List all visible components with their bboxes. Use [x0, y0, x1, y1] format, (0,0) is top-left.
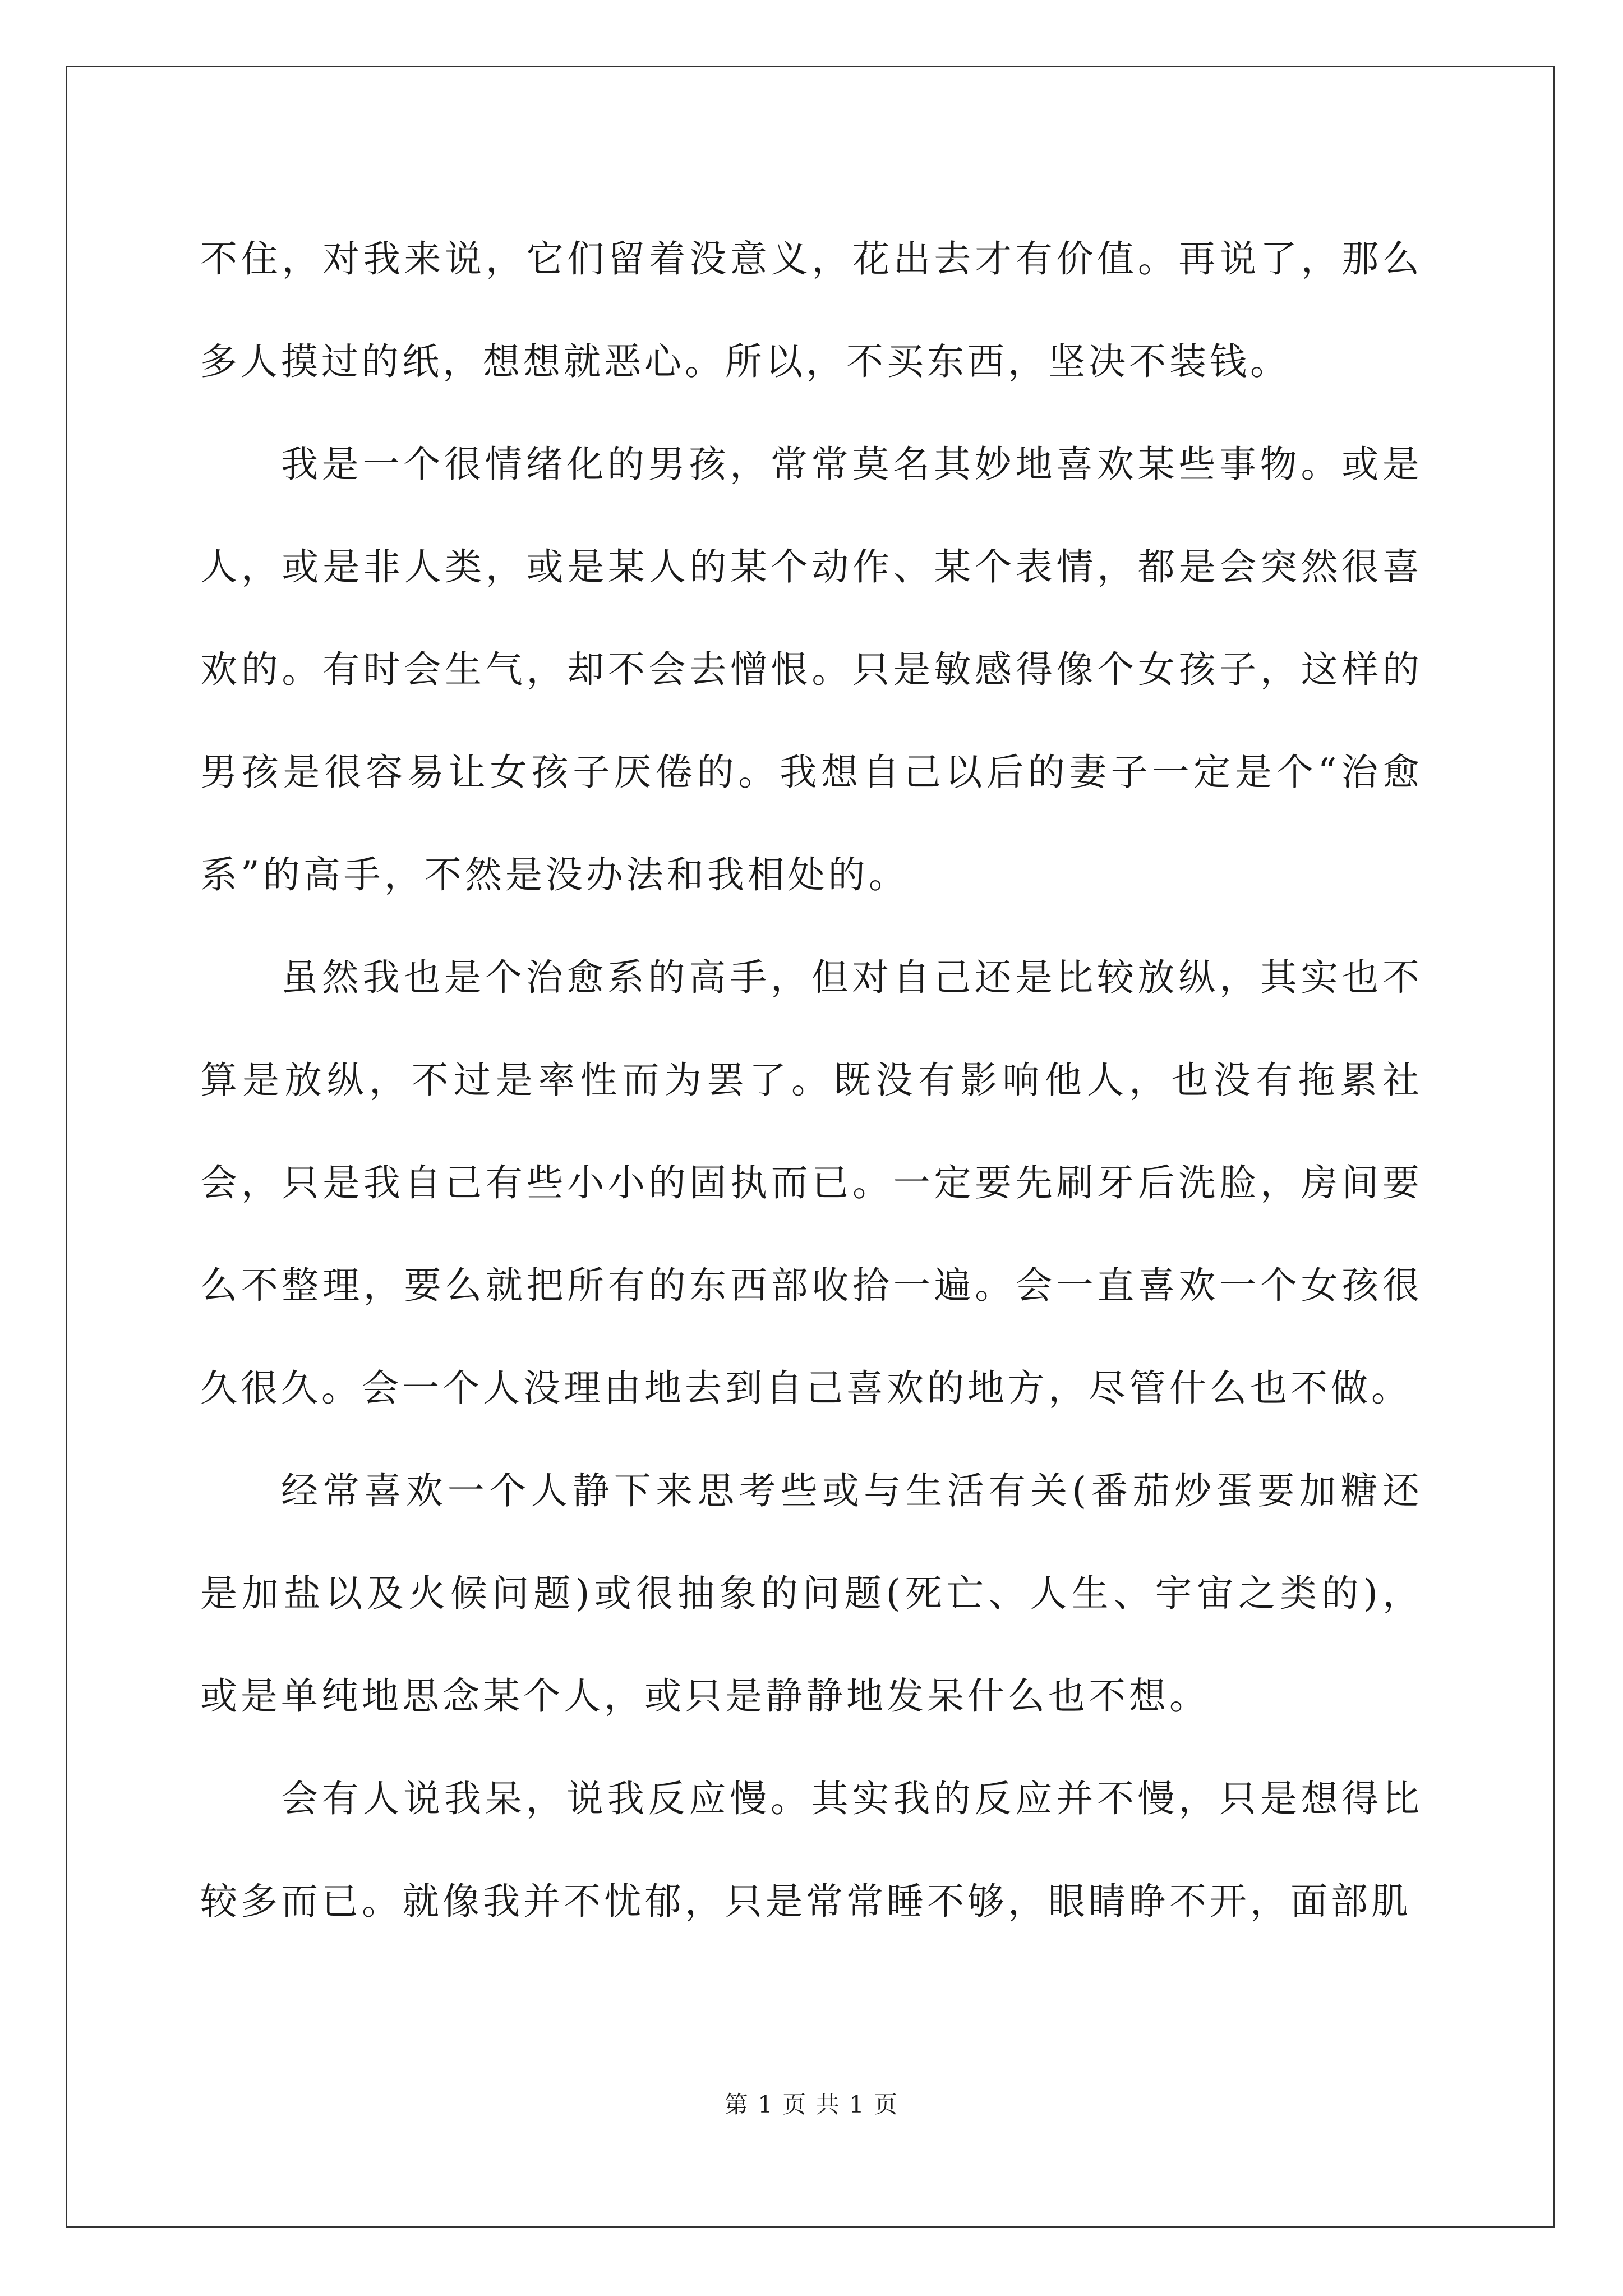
document-body	[200, 208, 1423, 1953]
paragraph-5: 会有人说我呆，说我反应慢。其实我的反应并不慢，只是想得比较多而已。就像我并不忧郁，只是常常睡不够，眼睛睁不开，面部肌	[200, 1777, 1423, 1923]
paragraph-4: 经常喜欢一个人静下来思考些或与生活有关(番茄炒蛋要加糖还是加盐以及火候问题)或很抽象的问题(死亡、人生、宇宙之类的)，或是单纯地思念某个人，或只是静静地发呆什么也不想。	[200, 1469, 1423, 1718]
page-number: 第 1 页 共 1 页	[724, 2091, 899, 2118]
page-footer	[0, 2088, 1623, 2122]
paragraph-2: 我是一个很情绪化的男孩，常常莫名其妙地喜欢某些事物。或是人，或是非人类，或是某人的某个动作、某个表情，都是会突然很喜欢的。有时会生气，却不会去憎恨。只是敏感得像个女孩子，这样的男孩是很容易让女孩子厌倦的。我想自己以后的妻子一定是个“治愈系”的高手，不然是没办法和我相处的。	[200, 443, 1423, 896]
paragraph-1: 不住，对我来说，它们留着没意义，花出去才有价值。再说了，那么多人摸过的纸，想想就恶心。所以，不买东西，坚决不装钱。	[200, 237, 1423, 383]
paragraph-3: 虽然我也是个治愈系的高手，但对自己还是比较放纵，其实也不算是放纵，不过是率性而为罢了。既没有影响他人，也没有拖累社会，只是我自己有些小小的固执而已。一定要先刷牙后洗脸，房间要么不整理，要么就把所有的东西部收拾一遍。会一直喜欢一个女孩很久很久。会一个人没理由地去到自己喜欢的地方，尽管什么也不做。	[200, 956, 1423, 1410]
